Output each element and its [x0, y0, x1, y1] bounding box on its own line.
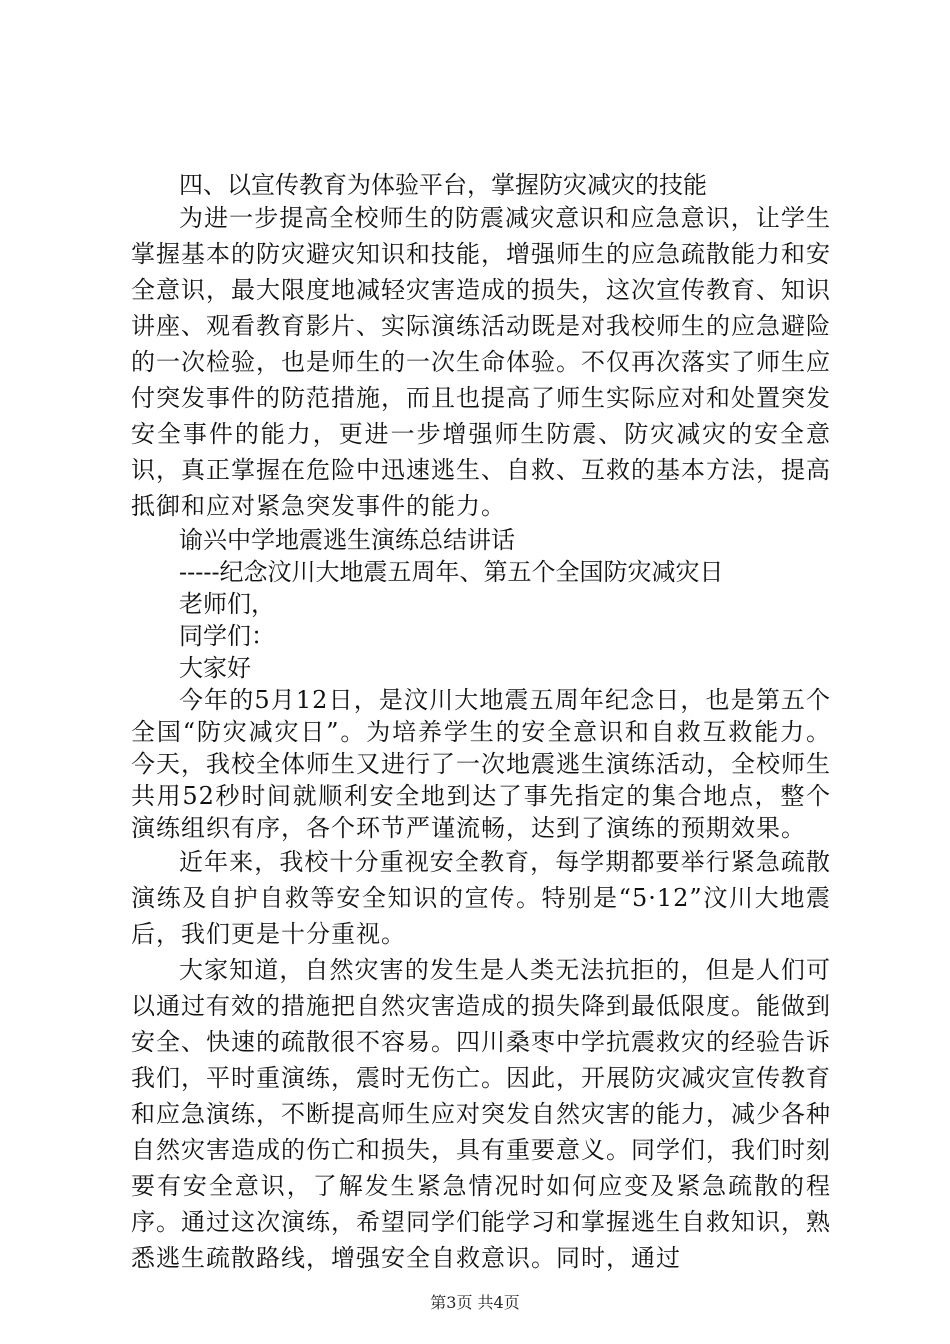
greeting-hello: 大家好 [179, 654, 251, 682]
paragraph-anniversary: 今年的5月12日，是汶川大地震五周年纪念日，也是第五个全国“防灾减灾日”。为培养学生的安全意识和自救互救能力。今天，我校全体师生又进行了一次地震逃生演练活动，全校师生共用52秒时间就顺利安全地到达了事先指定的集合地点，整个演练组织有序，各个环节严谨流畅，达到了演练的预期效果。 [131, 686, 831, 842]
page-number-footer: 第3页 共4页 [430, 1293, 520, 1312]
paragraph-disaster-prevention: 大家知道，自然灾害的发生是人类无法抗拒的，但是人们可以通过有效的措施把自然灾害造成的损失降到最低限度。能做到安全、快速的疏散很不容易。四川桑枣中学抗震救灾的经验告诉我们，平时重演练，震时无伤亡。因此，开展防灾减灾宣传教育和应急演练，不断提高师生应对突发自然灾害的能力，减少各种自然灾害造成的伤亡和损失，具有重要意义。同学们，我们时刻要有安全意识，了解发生紧急情况时如何应变及紧急疏散的程序。通过这次演练，希望同学们能学习和掌握逃生自救知识，熟悉逃生疏散路线，增强安全自救意识。同时，通过 [131, 956, 831, 1272]
speech-subtitle: -----纪念汶川大地震五周年、第五个全国防灾减灾日 [179, 558, 724, 586]
greeting-teachers: 老师们， [179, 590, 275, 618]
greeting-students: 同学们： [179, 622, 275, 650]
paragraph-safety-education: 近年来，我校十分重视安全教育，每学期都要举行紧急疏散演练及自护自救等安全知识的宣传。特别是“5·12”汶川大地震后，我们更是十分重视。 [131, 848, 831, 948]
paragraph-drill-purpose: 为进一步提高全校师生的防震减灾意识和应急意识，让学生掌握基本的防灾避灾知识和技能，增强师生的应急疏散能力和安全意识，最大限度地减轻灾害造成的损失，这次宣传教育、知识讲座、观看教育影片、实际演练活动既是对我校师生的应急避险的一次检验，也是师生的一次生命体验。不仅再次落实了师生应付突发事件的防范措施，而且也提高了师生实际应对和处置突发安全事件的能力，更进一步增强师生防震、防灾减灾的安全意识，真正掌握在危险中迅速逃生、自救、互救的基本方法，提高抵御和应对紧急突发事件的能力。 [131, 204, 831, 520]
document-body [131, 170, 831, 1276]
speech-title: 谕兴中学地震逃生演练总结讲话 [179, 526, 515, 554]
section-heading: 四、以宣传教育为体验平台，掌握防灾减灾的技能 [179, 171, 707, 199]
